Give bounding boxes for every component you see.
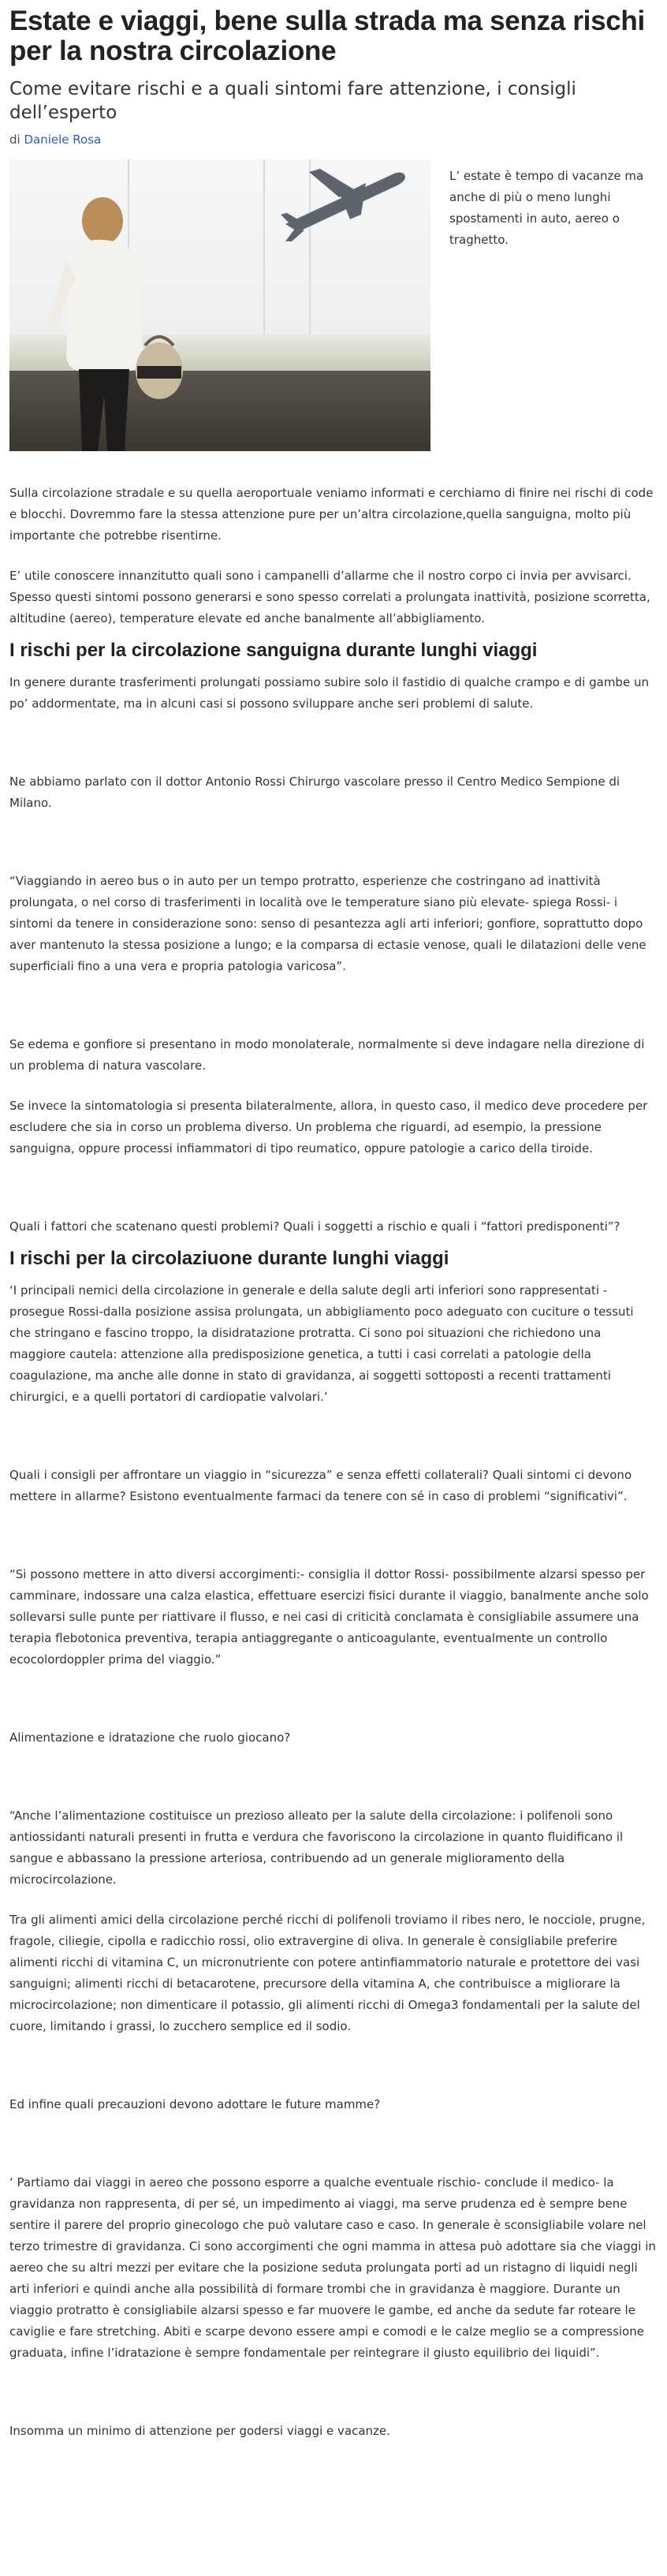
paragraph: E’ utile conoscere innanzitutto quali sono i campanelli d’allarme che il nostro corpo ci invia per avvisarci. Spesso questi sintomi possono generarsi e sono spesso correlati a prolungata inattività, posizione scorretta, altitudine (aereo), temperature elevate ed anche banalmente all’abbigliamento. [9,569,650,625]
paragraph: Se invece la sintomatologia si presenta bilateralmente, allora, in questo caso, il medico deve procedere per escludere che sia in corso un problema diverso. Un problema che riguardi, ad esempio, la pressione sanguigna, oppure processi infiammatori di tipo reumatico, oppure patologie a carico della tiroide. [9,1099,648,1155]
paragraph: Tra gli alimenti amici della circolazione perché ricchi di polifenoli troviamo il ribes nero, le nocciole, prugne, fragole, ciliegie, cipolla e radicchio rossi, olio extravergine di oliva. In generale è consigliabile preferire alimenti ricchi di vitamina C, un micronutriente con potere antinfiammatorio naturale e protettore dei vasi sanguigni; alimenti ricchi di betacarotene, precursore della vitamina A, che contribuisce a migliorare la microcircolazione; non dimenticare il potassio, gli alimenti ricchi di Omega3 fondamentali per la salute del cuore, limitando i grassi, lo zucchero semplice ed il sodio. [9,1913,646,2033]
paragraph: Quali i fattori che scatenano questi problemi? Quali i soggetti a rischio e quali i “fattori predisponenti”? [9,1219,620,1234]
paragraph: In genere durante trasferimenti prolungati possiamo subire solo il fastidio di qualche crampo e di gambe un po’ addormentate, ma in alcuni casi si possono sviluppare anche seri problemi di salute. [9,675,649,711]
article-subtitle: Come evitare rischi e a quali sintomi fare attenzione, i consigli dell’esperto [9,79,576,123]
byline-prefix: di [9,133,20,147]
paragraph: Ed infine quali precauzioni devono adottare le future mamme? [9,2097,381,2111]
byline [9,133,658,147]
paragraph: “Anche l’alimentazione costituisce un prezioso alleato per la salute della circolazione: i polifenoli sono antiossidanti naturali presenti in frutta e verdura che favoriscono la circolazione in quanto fluidificano il sangue e abbassano la pressione arteriosa, contribuendo ad un generale miglioramento della microcircolazione. [9,1809,624,1887]
paragraph: “Si possono mettere in atto diversi accorgimenti:- consiglia il dottor Rossi- possibilmente alzarsi spesso per camminare, indossare una calza elastica, effettuare esercizi fisici durante il viaggio, banalmente anche solo sollevarsi sulle punte per riattivare il flusso, e nei casi di criticità conclamata è consigliabile assumere una terapia flebotonica preventiva, terapia antiaggregante o anticoagulante, eventualmente un controllo ecocolordoppler prima del viaggio.” [9,1567,649,1667]
intro-section [9,159,658,453]
paragraph: Insomma un minimo di attenzione per godersi viaggi e vacanze. [9,2424,390,2438]
paragraph: Quali i consigli per affrontare un viaggio in “sicurezza” e senza effetti collaterali? Quali sintomi ci devono mettere in allarme? Esistono eventualmente farmaci da tenere con sé in caso di problemi “significativi”. [9,1468,632,1503]
paragraph: “Viaggiando in aereo bus o in auto per un tempo protratto, esperienze che costringano ad inattività prolungata, o nel corso di trasferimenti in località ove le temperature siano più elevate- spiega Rossi- i sintomi da tenere in considerazione sono: senso di pesantezza agli arti inferiori; gonfiore, soprattutto dopo aver mantenuto la stessa posizione a lungo; e la comparsa di ectasie venose, quali le dilatazioni delle vene superficiali fino a una vera e propria patologia varicosa”. [9,874,647,973]
paragraph: ‘ Partiamo dai viaggi in aereo che possono esporre a qualche eventuale rischio- conclude il medico- la gravidanza non rappresenta, di per sé, un impedimento ai viaggi, ma serve prudenza ed è sempre bene sentire il parere del proprio ginecologo che può valutare caso e caso. In generale è sconsigliabile volare nel terzo trimestre di gravidanza. Ci sono accorgimenti che ogni mamma in attesa può adottare sia che viaggi in aereo che su altri mezzi per evitare che la posizione seduta prolungata porti ad un ristagno di liquidi negli arti inferiori e quindi anche alla possibilità di formare trombi che in gravidanza è maggiore. Durante un viaggio protratto è consigliabile alzarsi spesso e far muovere le gambe, ed anche da sedute far roteare le caviglie e fare stretching. Abiti e scarpe devono essere ampi e comodi e le calze meglio se a compressione graduata, infine l’idratazione è sempre fondamentale per reintegrare il giusto equilibrio dei liquidi”. [9,2175,656,2360]
section-heading: I rischi per la circolaziuone durante lunghi viaggi [9,1248,449,1269]
paragraph: Alimentazione e idratazione che ruolo giocano? [9,1730,291,1745]
author-link[interactable]: Daniele Rosa [24,133,102,147]
hero-image [9,159,430,451]
paragraph: Se edema e gonfiore si presentano in modo monolaterale, normalmente si deve indagare nella direzione di un problema di natura vascolare. [9,1037,645,1073]
paragraph: Sulla circolazione stradale e su quella aeroportuale veniamo informati e cerchiamo di finire nei rischi di code e blocchi. Dovremmo fare la stessa attenzione pure per un’altra circolazione,quella sanguigna, molto più importante che potrebbe risentirne. [9,486,654,543]
intro-text: L’ estate è tempo di vacanze ma anche di più o meno lunghi spostamenti in auto, aereo o traghetto. [449,169,644,247]
section-heading: I rischi per la circolazione sanguigna durante lunghi viaggi [9,640,538,661]
article-title: Estate e viaggi, bene sulla strada ma senza rischi per la nostra circolazione [9,6,645,66]
paragraph: ‘I principali nemici della circolazione in generale e della salute degli arti inferiori sono rappresentati - prosegue Rossi-dalla posizione assisa prolungata, un abbigliamento poco adeguato con cuciture o tessuti che stringano e fascino troppo, la disidratazione protratta. Ci sono poi situazioni che richiedono una maggiore cautela: attenzione alla predisposizione genetica, a tutti i casi correlati a patologie della coagulazione, ma anche alle donne in stato di gravidanza, ai soggetti sottoposti a recenti trattamenti chirurgici, e a quelli portatori di cardiopatie valvolari.’ [9,1283,634,1404]
paragraph: Ne abbiamo parlato con il dottor Antonio Rossi Chirurgo vascolare presso il Centro Medico Sempione di Milano. [9,775,620,810]
airplane-and-traveler-icon [9,159,430,451]
